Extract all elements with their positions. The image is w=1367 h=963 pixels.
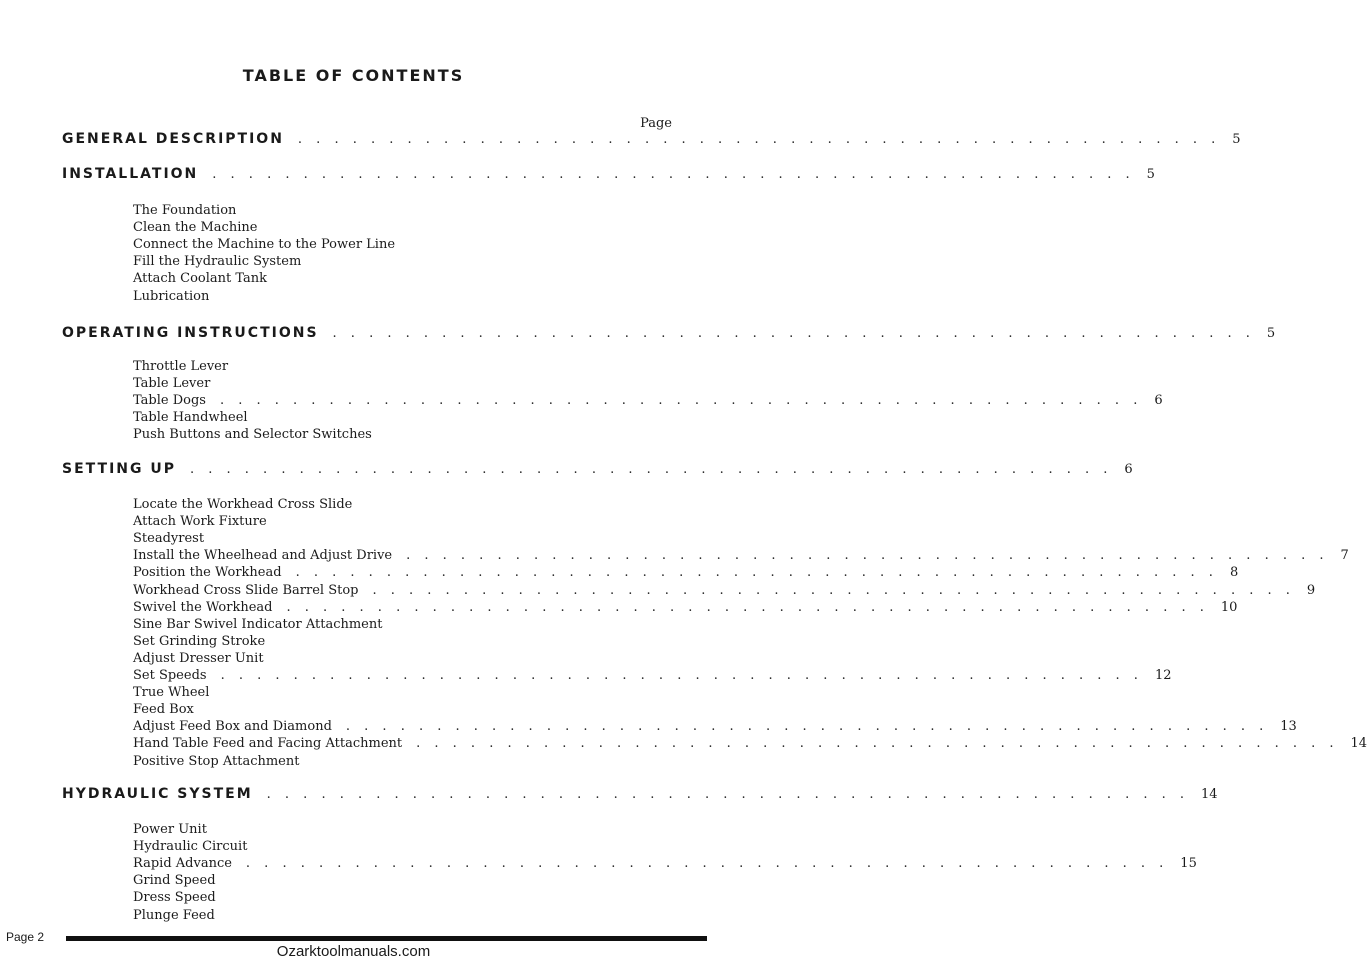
toc-item-title: Set Grinding Stroke [133,634,266,649]
toc-item-title: Push Buttons and Selector Switches [133,427,372,442]
toc-leader-dots: . . . . . . . . . . . . . . . . . . . . . . . . . . . . . . . . . . . . . . . . . . . . . . . . . . . [245,856,1169,871]
toc-item-page: 7 [1340,548,1349,563]
toc-item-row [133,237,659,252]
toc-item-row [133,634,659,649]
toc-item-title: Adjust Dresser Unit [133,651,264,666]
toc-item-row [133,514,659,529]
footer-page-label: Page 2 [6,930,45,944]
toc-section-row [62,131,1241,147]
toc-section-page: 6 [1124,462,1133,477]
toc-item-page: 12 [1154,668,1172,683]
toc-item-title: Lubrication [133,289,210,304]
toc-item-row [133,427,659,442]
toc-item-title: Table Dogs [133,393,206,408]
toc-leader-dots: . . . . . . . . . . . . . . . . . . . . . . . . . . . . . . . . . . . . . . . . . . . . . . . . . . . [295,565,1218,580]
toc-leader-dots: . . . . . . . . . . . . . . . . . . . . . . . . . . . . . . . . . . . . . . . . . . . . . . . . . . . [220,668,1143,683]
toc-item-row [133,203,659,218]
toc-item-row [133,736,1367,751]
toc-item-row [133,531,659,546]
toc-item-row [133,719,1297,734]
toc-item-title: Throttle Lever [133,359,229,374]
toc-item-title: Power Unit [133,822,207,837]
toc-item-page: 14 [1350,736,1367,751]
toc-item-title: Steadyrest [133,531,205,546]
toc-section-title: GENERAL DESCRIPTION [62,131,284,147]
toc-section-title: HYDRAULIC SYSTEM [62,786,253,802]
toc-leader-dots: . . . . . . . . . . . . . . . . . . . . . . . . . . . . . . . . . . . . . . . . . . . . . . . . . . . [266,787,1190,802]
toc-item-title: Position the Workhead [133,565,282,580]
toc-item-row [133,359,659,374]
toc-item-page: 9 [1306,583,1316,598]
toc-item-title: Locate the Workhead Cross Slide [133,497,353,512]
toc-item-page: 6 [1154,393,1163,408]
toc-section-page: 5 [1266,326,1276,341]
toc-item-row [133,890,659,905]
toc-leader-dots: . . . . . . . . . . . . . . . . . . . . . . . . . . . . . . . . . . . . . . . . . . . . . . . . . . . [372,583,1295,598]
toc-item-row [133,220,659,235]
toc-item-title: Table Handwheel [133,410,248,425]
toc-item-row [133,668,1172,683]
toc-item-row [133,754,659,769]
footer-rule [66,936,707,941]
toc-item-row [133,873,659,888]
toc-item-page: 10 [1220,600,1238,615]
toc-item-row [133,376,659,391]
toc-section-title: OPERATING INSTRUCTIONS [62,325,319,341]
toc-item-title: Hydraulic Circuit [133,839,248,854]
toc-item-title: Sine Bar Swivel Indicator Attachment [133,617,383,632]
toc-item-title: Table Lever [133,376,211,391]
toc-item-page: 8 [1229,565,1239,580]
toc-item-title: Feed Box [133,702,194,717]
footer-site: Ozarktoolmanuals.com [276,943,431,960]
toc-item-title: Positive Stop Attachment [133,754,300,769]
toc-item-title: Install the Wheelhead and Adjust Drive [133,548,393,563]
toc-item-title: Plunge Feed [133,908,215,923]
toc-item-title: Attach Coolant Tank [133,271,268,286]
page-column-label: Page [640,116,672,131]
toc-item-title: True Wheel [133,685,210,700]
toc-item-title: Workhead Cross Slide Barrel Stop [133,583,359,598]
toc-item-row [133,839,659,854]
toc-item-row [133,856,1197,871]
toc-item-title: Dress Speed [133,890,216,905]
toc-item-row [133,548,1349,563]
toc-item-title: Grind Speed [133,873,216,888]
toc-section-row [62,461,1133,477]
toc-leader-dots: . . . . . . . . . . . . . . . . . . . . . . . . . . . . . . . . . . . . . . . . . . . . . . . . . . . [416,736,1339,751]
toc-item-title: Fill the Hydraulic System [133,254,302,269]
toc-leader-dots: . . . . . . . . . . . . . . . . . . . . . . . . . . . . . . . . . . . . . . . . . . . . . . . . . . . [219,393,1143,408]
toc-section-row [62,786,1218,802]
toc-item-title: Connect the Machine to the Power Line [133,237,396,252]
toc-item-row [133,822,659,837]
toc-item-title: Swivel the Workhead [133,600,273,615]
toc-leader-dots: . . . . . . . . . . . . . . . . . . . . . . . . . . . . . . . . . . . . . . . . . . . . . . . . . . . [406,548,1329,563]
toc-leader-dots: . . . . . . . . . . . . . . . . . . . . . . . . . . . . . . . . . . . . . . . . . . . . . . . . . . . [286,600,1209,615]
toc-section-page: 5 [1232,132,1241,147]
toc-leader-dots: . . . . . . . . . . . . . . . . . . . . . . . . . . . . . . . . . . . . . . . . . . . . . . . . . . . [190,462,1113,477]
toc-item-row [133,565,1239,580]
toc-item-row [133,651,659,666]
toc-item-title: Clean the Machine [133,220,258,235]
page-title: TABLE OF CONTENTS [242,66,465,85]
toc-section-row [62,325,1276,341]
toc-section-page: 14 [1201,787,1218,802]
toc-item-row [133,702,659,717]
toc-item-row [133,393,1163,408]
toc-item-row [133,908,659,923]
toc-item-title: Adjust Feed Box and Diamond [133,719,332,734]
toc-item-row [133,410,659,425]
toc-item-row [133,289,659,304]
toc-leader-dots: . . . . . . . . . . . . . . . . . . . . . . . . . . . . . . . . . . . . . . . . . . . . . . . . . . . [345,719,1269,734]
toc-section-title: INSTALLATION [62,166,199,182]
toc-item-title: The Foundation [133,203,237,218]
toc-item-title: Rapid Advance [133,856,232,871]
toc-item-row [133,600,1238,615]
toc-section-row [62,166,1155,182]
toc-item-row [133,254,659,269]
toc-item-page: 13 [1280,719,1297,734]
toc-section-page: 5 [1146,167,1155,182]
toc-item-title: Attach Work Fixture [133,514,267,529]
toc-leader-dots: . . . . . . . . . . . . . . . . . . . . . . . . . . . . . . . . . . . . . . . . . . . . . . . . . . . [332,326,1255,341]
toc-leader-dots: . . . . . . . . . . . . . . . . . . . . . . . . . . . . . . . . . . . . . . . . . . . . . . . . . . . [297,132,1221,147]
toc-item-row [133,583,1316,598]
toc-item-row [133,617,659,632]
toc-item-page: 15 [1180,856,1197,871]
toc-item-row [133,497,659,512]
toc-section-title: SETTING UP [62,461,176,477]
toc-item-title: Set Speeds [133,668,207,683]
toc-item-title: Hand Table Feed and Facing Attachment [133,736,403,751]
toc-item-row [133,685,659,700]
toc-leader-dots: . . . . . . . . . . . . . . . . . . . . . . . . . . . . . . . . . . . . . . . . . . . . . . . . . . . [212,167,1135,182]
toc-item-row [133,271,659,286]
